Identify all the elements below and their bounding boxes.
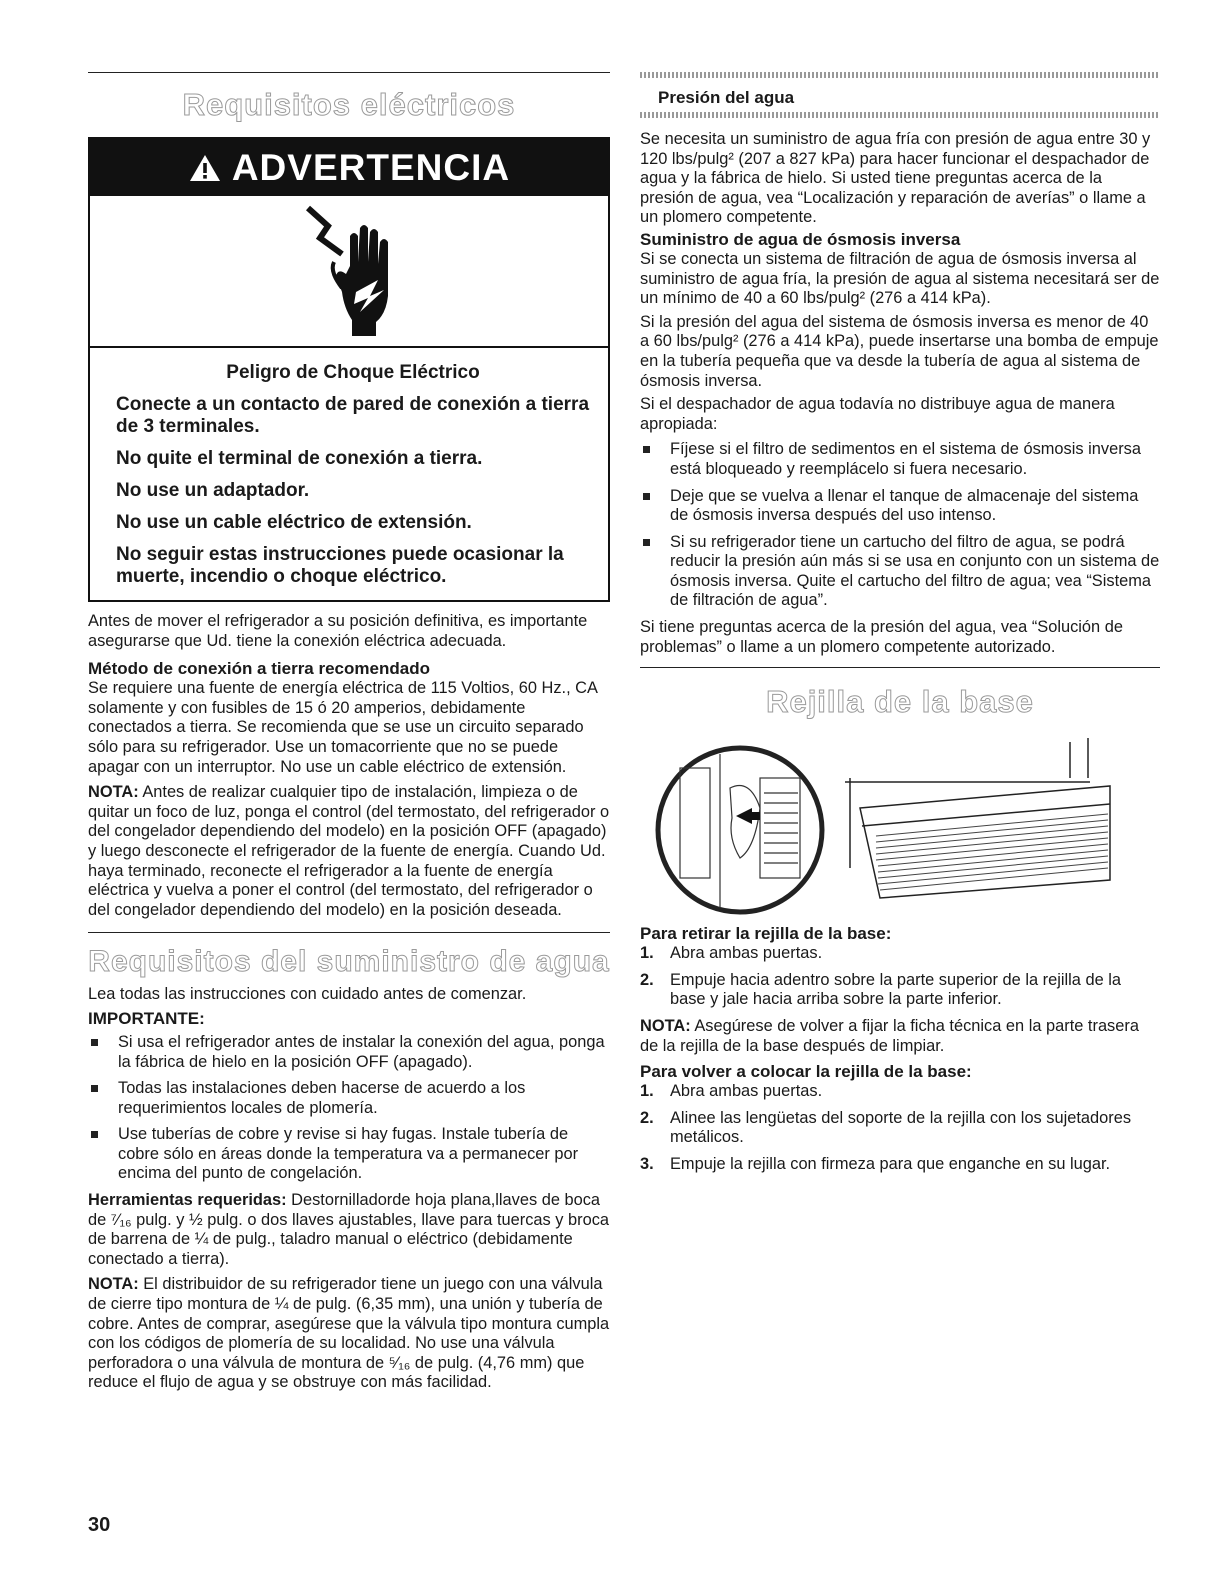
list-item: Use tuberías de cobre y revise si hay fugas. Instale tubería de cobre sólo en áreas donde la temperatura va a permanecer por encima del punto de congelación. xyxy=(88,1125,610,1184)
list-item: 2. Alinee las lengüetas del soporte de la rejilla con los sujetadores metálicos. xyxy=(640,1108,1132,1147)
heading-grounding-method: Método de conexión a tierra recomendado xyxy=(88,659,430,679)
tools-paragraph xyxy=(88,1191,610,1269)
note-label: NOTA: xyxy=(88,783,139,802)
list-item: 1. Abra ambas puertas. xyxy=(640,1082,823,1101)
paragraph-ro: Si la presión del agua del sistema de ósmosis inversa es menor de 40 a 60 lbs/pulg² (276 a 414 kPa), puede insertarse una bomba de empuje en la tubería pequeña que va desde la tubería de agua al sistema de ósmosis inversa. xyxy=(640,312,1159,390)
section-title-water: Requisitos del suministro de agua xyxy=(88,945,610,979)
tools-label: Herramientas requeridas: xyxy=(88,1191,287,1210)
note-text: Asegúrese de volver a fijar la ficha técnica en la parte trasera de la rejilla de la base después de limpiar. xyxy=(640,1017,1139,1055)
list-item: 1. Abra ambas puertas. xyxy=(640,944,823,963)
section-title-electrical: Requisitos eléctricos xyxy=(182,87,516,122)
replace-steps xyxy=(640,1082,1160,1174)
section-rule xyxy=(88,932,610,933)
heading-remove-grille: Para retirar la rejilla de la base: xyxy=(640,924,892,944)
list-item: Todas las instalaciones deben hacerse de acuerdo a los requerimientos locales de plomería. xyxy=(88,1079,610,1118)
section-rule xyxy=(640,667,1160,668)
hatch-rule xyxy=(640,72,1160,78)
note-paragraph xyxy=(640,1017,1160,1056)
tools-text: Destornilladorde hoja plana,llaves de boca de ⁷⁄₁₆ pulg. y ½ pulg. o dos llaves ajustables, llave para tuercas y broca de barrena de ¼ de pulg., taladro manual o eléctrico (debidamente conectado a tierra). xyxy=(88,1191,610,1268)
note-text: El distribuidor de su refrigerador tiene un juego con una válvula de cierre tipo montura de ¼ de pulg. (6,35 mm), una unión y tubería de cobre. Antes de comprar, asegúrese que la válvula tipo montura cumpla con los códigos de plomería de su localidad. No use una válvula perforadora o una válvula de montura de ⁵⁄₁₆ de pulg. (4,76 mm) que reduce el flujo de agua y se obstruye con más facilidad. xyxy=(88,1275,610,1392)
note-label: NOTA: xyxy=(88,1275,139,1294)
paragraph-ro: Si el despachador de agua todavía no distribuye agua de manera apropiada: xyxy=(640,395,1115,433)
heading-important: IMPORTANTE: xyxy=(88,1008,205,1028)
warning-line: Conecte a un contacto de pared de conexión a tierra de 3 terminales. xyxy=(116,394,590,437)
left-column xyxy=(88,0,610,1393)
warning-body xyxy=(90,348,608,600)
remove-steps xyxy=(640,944,1160,1010)
bullet-list xyxy=(640,440,1160,611)
paragraph-ro: Si se conecta un sistema de filtración de agua de ósmosis inversa al suministro de agua fría, la presión de agua al sistema necesitará ser de un mínimo de 40 a 60 lbs/pulg² (276 a 414 kPa). xyxy=(640,249,1160,308)
list-item: 3. Empuje la rejilla con firmeza para que enganche en su lugar. xyxy=(640,1155,1111,1173)
note-paragraph xyxy=(88,1275,610,1393)
warning-hazard-title: Peligro de Choque Eléctrico xyxy=(226,362,480,383)
list-item: 2. Empuje hacia adentro sobre la parte superior de la rejilla de la base y jale hacia arriba sobre la parte inferior. xyxy=(640,970,1122,1009)
electric-shock-icon xyxy=(90,196,608,348)
page-number: 30 xyxy=(88,1514,111,1536)
right-column xyxy=(640,0,1160,1182)
list-item: Si su refrigerador tiene un cartucho del filtro de agua, se podrá reducir la presión aún más si se usa en conjunto con un sistema de ósmosis inversa. Quite el cartucho del filtro de agua; vea “Sistema de filtración de agua”. xyxy=(640,533,1160,611)
paragraph-ro: Si tiene preguntas acerca de la presión del agua, vea “Solución de problemas” o llame a un plomero competente autorizado. xyxy=(640,618,1123,656)
paragraph-read: Lea todas las instrucciones con cuidado antes de comenzar. xyxy=(88,985,527,1004)
warning-line: No use un cable eléctrico de extensión. xyxy=(116,512,472,533)
paragraph-before: Antes de mover el refrigerador a su posición definitiva, es importante asegurarse que Ud. tiene la conexión eléctrica adecuada. xyxy=(88,612,588,650)
warning-header: ADVERTENCIA xyxy=(90,139,608,196)
hatch-rule xyxy=(640,112,1160,118)
base-grille-illustration xyxy=(640,738,1160,916)
list-item: Fíjese si el filtro de sedimentos en el sistema de ósmosis inversa está bloqueado y reemplácelo si fuera necesario. xyxy=(640,440,1160,479)
heading-water-pressure: Presión del agua xyxy=(658,88,795,107)
paragraph-grounding: Se requiere una fuente de energía eléctrica de 115 Voltios, 60 Hz., CA solamente y con fusibles de 15 ó 20 amperios, debidamente conectados a tierra. Se recomienda que se use un circuito separado sólo para su refrigerador. Use un tomacorriente que no se puede apagar con un interruptor. No use un cable eléctrico de extensión. xyxy=(88,679,598,776)
warning-line: No quite el terminal de conexión a tierra. xyxy=(116,448,483,469)
heading-replace-grille: Para volver a colocar la rejilla de la base: xyxy=(640,1062,972,1082)
paragraph-pressure: Se necesita un suministro de agua fría con presión de agua entre 30 y 120 lbs/pulg² (207 a 827 kPa) para hacer funcionar el despachador de agua y la fábrica de hielo. Si usted tiene preguntas acerca de la presión de agua, vea “Localización y reparación de averías” o llame a un plomero competente. xyxy=(640,130,1151,227)
section-title-base-grille: Rejilla de la base xyxy=(766,684,1034,720)
warning-line: No use un adaptador. xyxy=(116,480,310,501)
warning-box xyxy=(88,137,610,602)
note-paragraph xyxy=(88,783,610,920)
note-label: NOTA: xyxy=(640,1017,691,1036)
bullet-list xyxy=(88,1033,610,1184)
warning-triangle-icon xyxy=(188,147,232,188)
list-item: Si usa el refrigerador antes de instalar la conexión del agua, ponga la fábrica de hielo en la posición OFF (apagado). xyxy=(88,1033,610,1072)
warning-line: No seguir estas instrucciones puede ocasionar la muerte, incendio o choque eléctrico. xyxy=(116,544,564,587)
heading-reverse-osmosis: Suministro de agua de ósmosis inversa xyxy=(640,229,961,249)
note-text: Antes de realizar cualquier tipo de instalación, limpieza o de quitar un foco de luz, ponga el control (del termostato, del refrigerador o del congelador dependiendo del modelo) en la posición OFF (apagado) y luego desconecte el refrigerador de la fuente de energía. Cuando Ud. haya terminado, reconecte el refrigerador a la fuente de energía eléctrica y vuelva a poner el control (del termostato, del refrigerador o del congelador dependiendo del modelo) en la posición deseada. xyxy=(88,783,610,919)
list-item: Deje que se vuelva a llenar el tanque de almacenaje del sistema de ósmosis inversa después del uso intenso. xyxy=(640,487,1160,526)
section-rule xyxy=(88,72,610,73)
